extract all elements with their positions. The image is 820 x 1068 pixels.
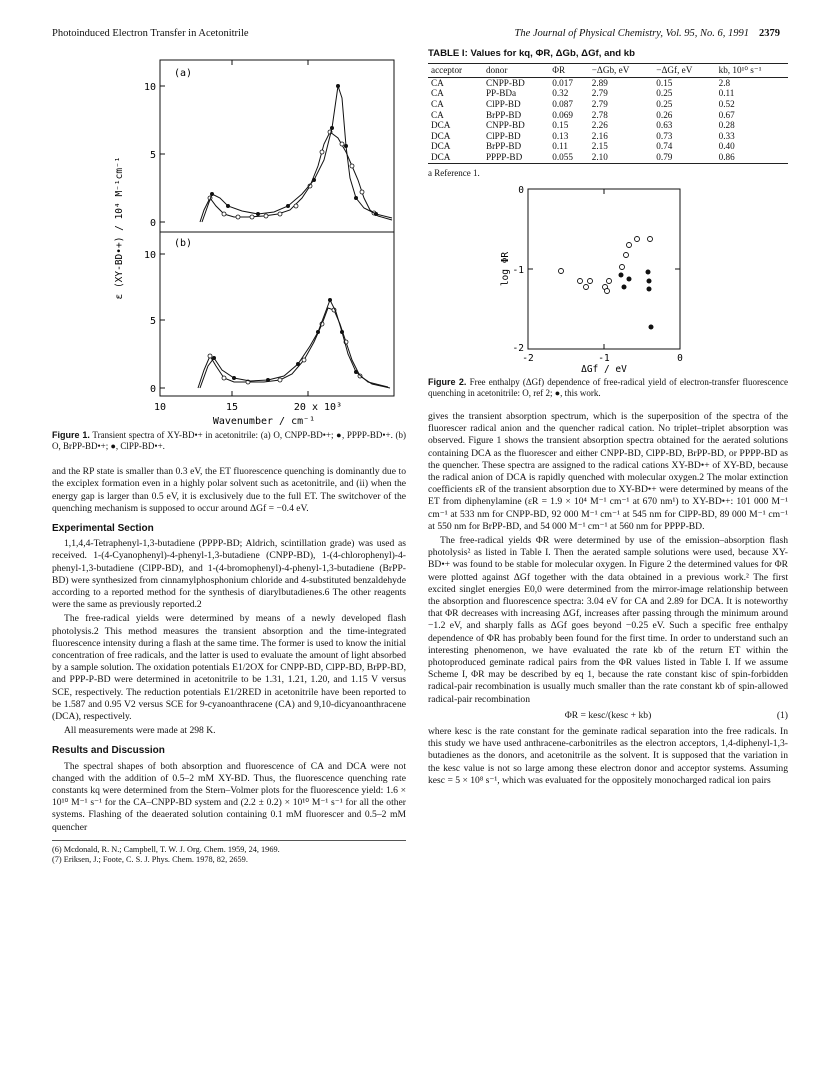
table-cell: 0.52 — [718, 98, 735, 109]
left-column — [52, 48, 406, 865]
markers-a-open — [208, 130, 376, 219]
page-number: 2379 — [759, 28, 780, 39]
xtick-15: 15 — [225, 402, 239, 413]
table-row — [428, 99, 788, 110]
figure-2 — [428, 183, 788, 373]
table-cell: 0.40 — [718, 141, 735, 152]
table-cell: CA — [431, 109, 444, 120]
th-kb: kb, 10¹⁰ s⁻¹ — [716, 64, 788, 78]
right-paragraph-3: where kesc is the rate constant for the geminate radical separation into the free radicals. In this study we have used anthracene-carbonitriles as the electron acceptors, 1,4-diphenyl-1,3-butadienes as the donors, and acetonitrile as the solvent. It is supposed that the variation in the kesc value is not so large among these electron donor and acceptor systems. Assuming kesc = 5 × 10⁸ s⁻¹, which was evaluated for the oppositely monocharged radical ion pairs — [428, 726, 788, 786]
right-paragraph-1: gives the transient absorption spectrum, which is the superposition of the spectra of the fluorescer radical anion and the quencher radical cation. No triplet–triplet absorption was observed. Figure 1 shows the transient absorption spectra obtained for the aerated solutions containing DCA as the fluorescer and either CNPP-BD, ClPP-BD, BrPP-BD, or PPPP-BD as the quencher. These spectra are assigned to the radical cations XY-BD•+ of XY-BD, because the radical anion of DCA is rapidly quenched with molecular oxygen.2 The molar extinction coefficients εR of the transient absorption due to XY-BD•+ were determined by means of the ET from diphenylamine (εR = 1.9 × 10⁴ M⁻¹ cm⁻¹ at 670 nm¹) to XY-BD•+: 101 000 M⁻¹ cm⁻¹ at 533 nm for CNPP-BD, 92 000 M⁻¹ cm⁻¹ at 545 nm for ClPP-BD, 89 000 M⁻¹ cm⁻¹ at 550 nm for BrPP-BD, and 54 000 M⁻¹ cm⁻¹ at 560 nm for PPPP-BD. — [428, 410, 788, 532]
fig2-xtick-m1: -1 — [598, 352, 610, 364]
left-paragraph-1: and the RP state is smaller than 0.3 eV, the ET fluorescence quenching is dominantly due to the exciplex formation even in a highly polar solvent such as acetonitrile, and (ii) when the energy gap is larger than 0.5 eV, it is exclusively due to the full ET. The switchover of the quenching mechanism is supposed to occur around ΔGf = −0.4 eV. — [52, 466, 406, 514]
ytick-b-5: 5 — [149, 316, 156, 327]
curve-a-open — [200, 132, 392, 222]
journal-citation: The Journal of Physical Chemistry, Vol. 95, No. 6, 1991 — [514, 28, 749, 39]
table-cell: 0.017 — [552, 77, 573, 88]
table-cell: 0.63 — [656, 120, 673, 131]
th-dgb: −ΔGb, eV — [589, 64, 654, 78]
curve-b-filled — [200, 300, 388, 388]
table-cell: 0.86 — [718, 151, 735, 162]
table-cell: PPPP-BD — [485, 151, 523, 162]
panel-a-label: (a) — [174, 68, 193, 79]
table-cell: 2.15 — [591, 141, 608, 152]
table-cell: 2.89 — [591, 77, 608, 88]
fig2-ytick-m2: -2 — [512, 342, 524, 354]
table-1-body — [428, 77, 788, 163]
fig2-ytick-0: 0 — [518, 184, 524, 196]
table-cell: DCA — [431, 141, 451, 152]
table-cell: 0.15 — [552, 120, 569, 131]
figure-1-frame — [160, 60, 394, 396]
figure-2-frame — [528, 189, 680, 349]
equation-text: ΦR = kesc/(kesc + kb) — [564, 709, 652, 721]
table-cell: DCA — [431, 120, 451, 131]
ytick-b-10: 10 — [143, 250, 156, 261]
figure-1-xlabel: Wavenumber / cm⁻¹ — [212, 416, 316, 426]
figure-1 — [52, 48, 406, 426]
table-cell: 2.10 — [591, 151, 608, 162]
table-cell: DCA — [431, 130, 451, 141]
table-cell: 0.11 — [552, 141, 569, 152]
table-cell: CA — [431, 98, 444, 109]
table-1-title: TABLE I: Values for kq, ΦR, ΔGb, ΔGf, and kb — [428, 48, 635, 59]
table-cell: 2.26 — [591, 120, 608, 131]
figure-2-xlabel: ΔGf / eV — [581, 363, 627, 373]
table-row — [428, 77, 788, 88]
equation-1 — [428, 710, 788, 722]
table-cell: 0.13 — [552, 130, 569, 141]
figure-2-caption-label: Figure 2. — [428, 376, 467, 387]
table-cell: 2.8 — [718, 77, 731, 88]
xtick-20: 20 x 10³ — [293, 402, 343, 413]
fig2-filled-points — [619, 269, 654, 329]
table-cell: DCA — [431, 151, 451, 162]
markers-b-open — [208, 308, 362, 384]
running-header-left: Photoinduced Electron Transfer in Acetonitrile — [52, 28, 249, 39]
table-cell: ClPP-BD — [485, 98, 521, 109]
table-cell: 0.26 — [656, 109, 673, 120]
left-paragraph-2: 1,1,4,4-Tetraphenyl-1,3-butadiene (PPPP-BD; Aldrich, scintillation grade) was used as received. 1-(4-Cyanophenyl)-4-phenyl-1,3-butadiene (CNPP-BD), 1-(4-chlorophenyl)-4-phenyl-1,3-butadiene (ClPP-BD), and 1-(4-bromophenyl)-4-phenyl-1,3-butadiene (BrPP-BD) were synthesized from cinnamylphosphonium chloride and 4-substituted benzaldehyde according to a reported method for the synthesis of diarylbutadienes.6 The other reagents were the same as previously reported.2 — [52, 538, 406, 611]
table-cell: CA — [431, 88, 444, 99]
table-cell: BrPP-BD — [485, 109, 522, 120]
ytick-a-10: 10 — [143, 82, 156, 93]
table-cell: 0.79 — [656, 151, 673, 162]
table-cell: 0.087 — [552, 98, 573, 109]
th-dgf: −ΔGf, eV — [653, 64, 715, 78]
th-phi: ΦR — [549, 64, 588, 78]
right-paragraph-2: The free-radical yields ΦR were determined by use of the emission–absorption flash photolysis² as listed in Table I. Then the aerated sample solutions were used, because XY-BD•+ was found to be stable for molecular oxygen. In Figure 2 the determined values for ΦR were plotted against ΔGf together with the data obtained in a previous work.² The first excited singlet energies E0,0 were determined from the mirror-image relationship between the absorption and fluorescence spectra: 3.04 eV for CA and 2.89 for DCA. It is noteworthy that ΦR decreases with increasing ΔGf, increases after passing through the minimum around −1.2 eV, and sharply falls as ΔGf goes beyond −0.25 eV. Such a specific free enthalpy dependence of ΦR has probably been found for the first time. In order to understand such an interesting phenomenon, we have evaluated the rate kb of the return ET within the photoproduced geminate radical pairs from the ΦR values listed in Table I. If we assume Scheme I, ΦR may be described by eq 1, because the rate constant kisc of spin-forbidden radical-pair recombination is usually much smaller than the rate constant kb of spin-allowed radical-pair recombination — [428, 534, 788, 705]
fig2-ytick-m1: -1 — [512, 264, 524, 276]
table-cell: 0.28 — [718, 120, 735, 131]
table-cell: 2.78 — [591, 109, 608, 120]
figure-1-caption-text: Transient spectra of XY-BD•+ in acetonitrile: (a) O, CNPP-BD•+; ●, PPPP-BD•+. (b) O, BrPP-BD•+; ●, ClPP-BD•+. — [52, 430, 407, 452]
reference-7: (7) Eriksen, J.; Foote, C. S. J. Phys. Chem. 1978, 82, 2659. — [52, 854, 248, 864]
ytick-b-0: 0 — [149, 384, 156, 395]
xtick-10: 10 — [153, 402, 167, 413]
table-cell: 0.73 — [656, 130, 673, 141]
table-cell: 0.25 — [656, 98, 673, 109]
table-cell: 2.79 — [591, 98, 608, 109]
references — [52, 840, 406, 865]
ytick-a-0: 0 — [149, 218, 156, 229]
heading-results: Results and Discussion — [52, 745, 165, 757]
table-row — [428, 141, 788, 152]
table-row — [428, 120, 788, 131]
table-cell: 0.32 — [552, 88, 569, 99]
th-donor: donor — [483, 64, 549, 78]
figure-1-caption — [52, 430, 406, 452]
fig2-xtick-0: 0 — [677, 352, 683, 364]
fig2-open-points — [559, 236, 653, 293]
panel-b-label: (b) — [174, 238, 193, 249]
table-1-footnote: a Reference 1. — [428, 167, 480, 178]
table-cell: BrPP-BD — [485, 141, 522, 152]
heading-experimental: Experimental Section — [52, 523, 154, 535]
table-cell: ClPP-BD — [485, 130, 521, 141]
right-column — [428, 48, 788, 789]
table-cell: 0.67 — [718, 109, 735, 120]
reference-6: (6) Mcdonald, R. N.; Campbell, T. W. J. Org. Chem. 1959, 24, 1969. — [52, 844, 280, 854]
left-paragraph-4: All measurements were made at 298 K. — [64, 725, 216, 737]
curve-a-filled — [202, 86, 392, 222]
table-cell: PP-BDa — [485, 88, 517, 99]
table-cell: 0.33 — [718, 130, 735, 141]
figure-2-caption — [428, 377, 788, 399]
table-cell: 0.055 — [552, 151, 573, 162]
table-row — [428, 152, 788, 163]
th-acceptor: acceptor — [428, 64, 483, 78]
table-cell: 0.74 — [656, 141, 673, 152]
figure-1-caption-label: Figure 1. — [52, 430, 90, 441]
table-row — [428, 131, 788, 142]
table-cell: 0.25 — [656, 88, 673, 99]
table-cell: CNPP-BD — [485, 77, 525, 88]
table-cell: CA — [431, 77, 444, 88]
table-1 — [428, 63, 788, 163]
table-cell: 2.16 — [591, 130, 608, 141]
markers-a-filled — [210, 84, 378, 216]
table-row — [428, 110, 788, 121]
table-cell: 0.11 — [718, 88, 735, 99]
ytick-a-5: 5 — [149, 150, 156, 161]
figure-1-ylabel: ε (XY-BD•+) / 10⁴ M⁻¹cm⁻¹ — [114, 156, 125, 300]
equation-number: (1) — [776, 709, 788, 721]
left-paragraph-3: The free-radical yields were determined by means of a newly developed flash photolysis.2 This method measures the transient absorption and the time-integrated fluorescence intensity during a flash at the same time. The former is used to know the initial concentration of free radicals, and the latter is used to evaluate the amount of light absorbed by a sample solution. The oxidation potentials E1/2OX for CNPP-BD, ClPP-BD, BrPP-BD, and PPP-P-BD were determined in acetonitrile to be 1.31, 1.21, 1.20, and 1.15 V versus SCE, respectively. The reduction potentials E1/2RED in acetonitrile have been reported to be 1.587 and 0.95 V2 versus SCE for 9-cyanoanthracene (CA) and 9,10-dicyanoanthracene (DCA), respectively. — [52, 613, 406, 723]
table-row — [428, 88, 788, 99]
table-cell: CNPP-BD — [485, 120, 525, 131]
running-header-right — [515, 28, 781, 39]
figure-2-caption-text: Free enthalpy (ΔGf) dependence of free-radical yield of electron-transfer fluorescence quenching in acetonitrile: O, ref 2; ●, this work. — [428, 376, 788, 398]
figure-2-ylabel: log ΦR — [500, 251, 511, 286]
table-cell: 0.15 — [656, 77, 673, 88]
fig2-xtick-m2: -2 — [522, 352, 534, 364]
table-cell: 0.069 — [552, 109, 573, 120]
table-cell: 2.79 — [591, 88, 608, 99]
left-paragraph-5: The spectral shapes of both absorption and fluorescence of CA and DCA were not changed with the addition of 0.5–2 mM XY-BD. Thus, the fluorescence quenching rate constants kq were determined from the Stern–Volmer plots for the fluorescence yield: 1.6 × 10¹⁰ M⁻¹ s⁻¹ for the CA–CNPP-BD system and (2.2 ± 0.2) × 10¹⁰ M⁻¹ s⁻¹ for all the other systems. Flashing of the deaerated solution containing 0.1 mM fluorescer and 0.5–2 mM quencher — [52, 760, 406, 833]
